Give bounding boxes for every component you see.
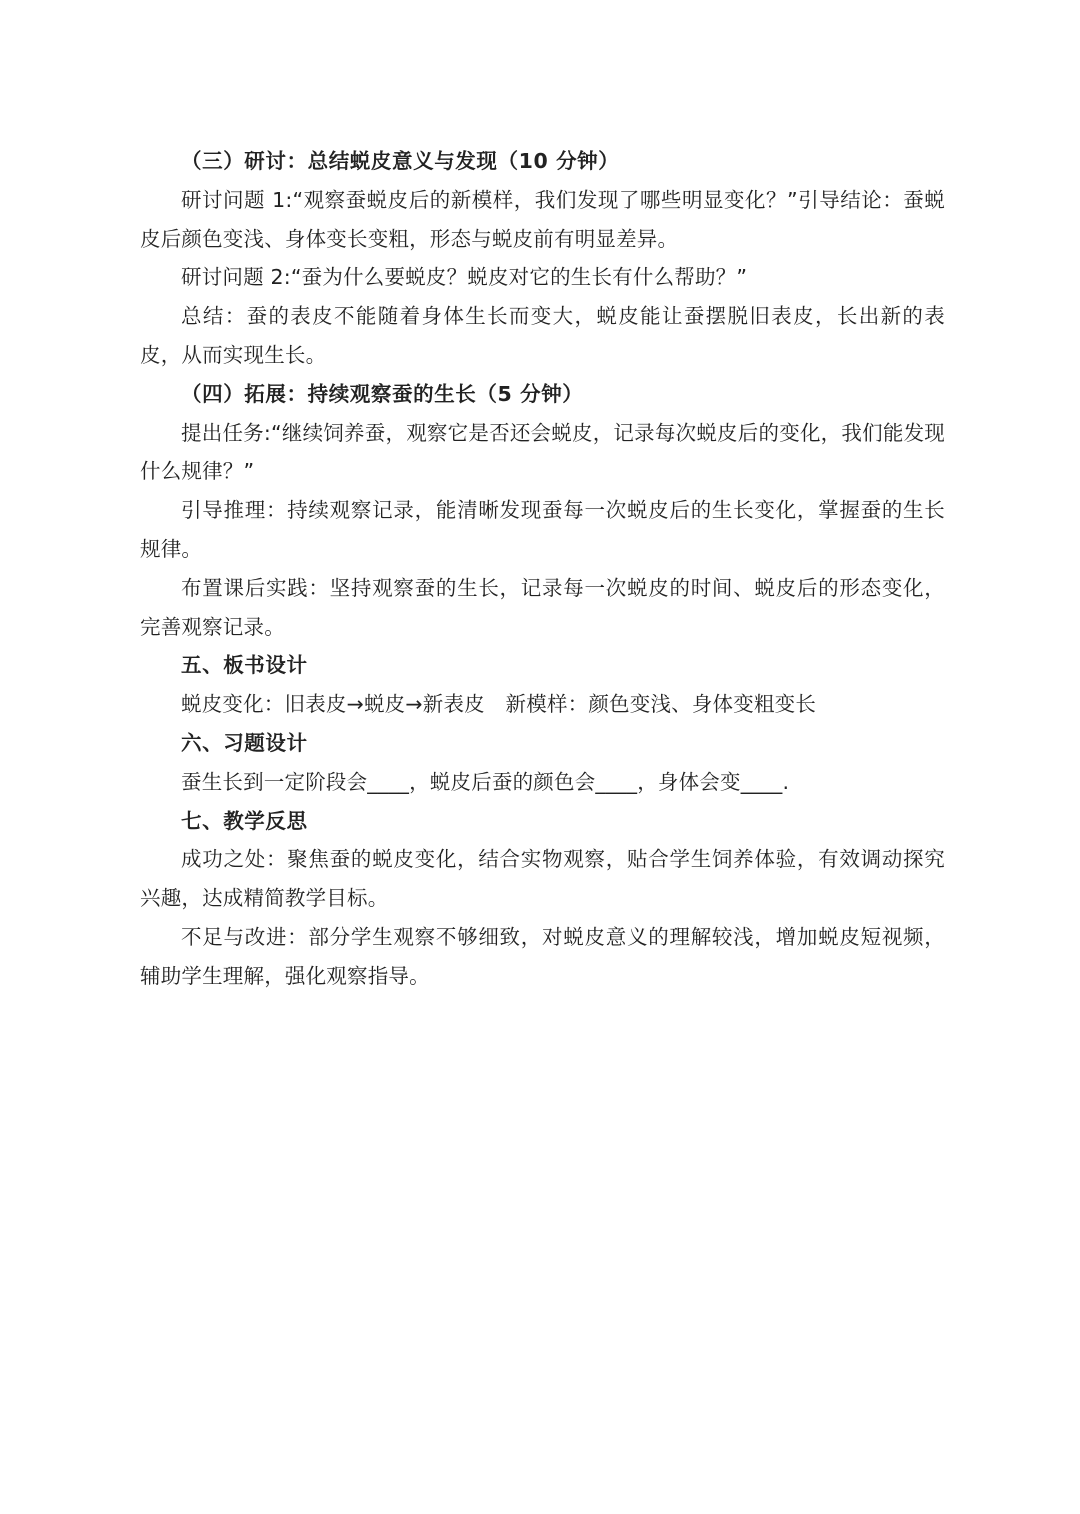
reflection-success: 成功之处：聚焦蚕的蜕皮变化，结合实物观察，贴合学生饲养体验，有效调动探究兴趣，达成精简教学目标。 [140, 847, 945, 911]
section-7-heading: 七、教学反思 [181, 808, 308, 833]
discussion-question-2: 研讨问题 2:“蚕为什么要蜕皮？蜕皮对它的生长有什么帮助？” [181, 265, 748, 290]
section-4-heading: （四）拓展：持续观察蚕的生长（5 分钟） [181, 381, 584, 406]
document-body [140, 142, 945, 996]
section-5-heading: 五、板书设计 [181, 653, 308, 678]
extension-practice: 布置课后实践：坚持观察蚕的生长，记录每一次蜕皮的时间、蜕皮后的形态变化，完善观察记录。 [140, 575, 945, 639]
discussion-summary: 总结：蚕的表皮不能随着身体生长而变大，蜕皮能让蚕摆脱旧表皮，长出新的表皮，从而实现生长。 [140, 304, 945, 367]
blackboard-design: 蜕皮变化：旧表皮→蜕皮→新表皮 新模样：颜色变浅、身体变粗变长 [181, 692, 817, 717]
extension-reasoning: 引导推理：持续观察记录，能清晰发现蚕每一次蜕皮后的生长变化，掌握蚕的生长规律。 [140, 498, 945, 561]
reflection-improve: 不足与改进：部分学生观察不够细致，对蜕皮意义的理解较浅，增加蜕皮短视频，辅助学生理解，强化观察指导。 [140, 924, 945, 988]
section-6-heading: 六、习题设计 [181, 730, 308, 755]
section-3-heading: （三）研讨：总结蜕皮意义与发现（10 分钟） [181, 149, 620, 173]
discussion-question-1: 研讨问题 1:“观察蚕蜕皮后的新模样，我们发现了哪些明显变化？”引导结论：蚕蜕皮后颜色变浅、身体变长变粗，形态与蜕皮前有明显差异。 [140, 187, 945, 251]
extension-task: 提出任务:“继续饲养蚕，观察它是否还会蜕皮，记录每次蜕皮后的变化，我们能发现什么规律？” [140, 420, 945, 484]
exercise-design: 蚕生长到一定阶段会____，蜕皮后蚕的颜色会____，身体会变____. [181, 769, 790, 794]
